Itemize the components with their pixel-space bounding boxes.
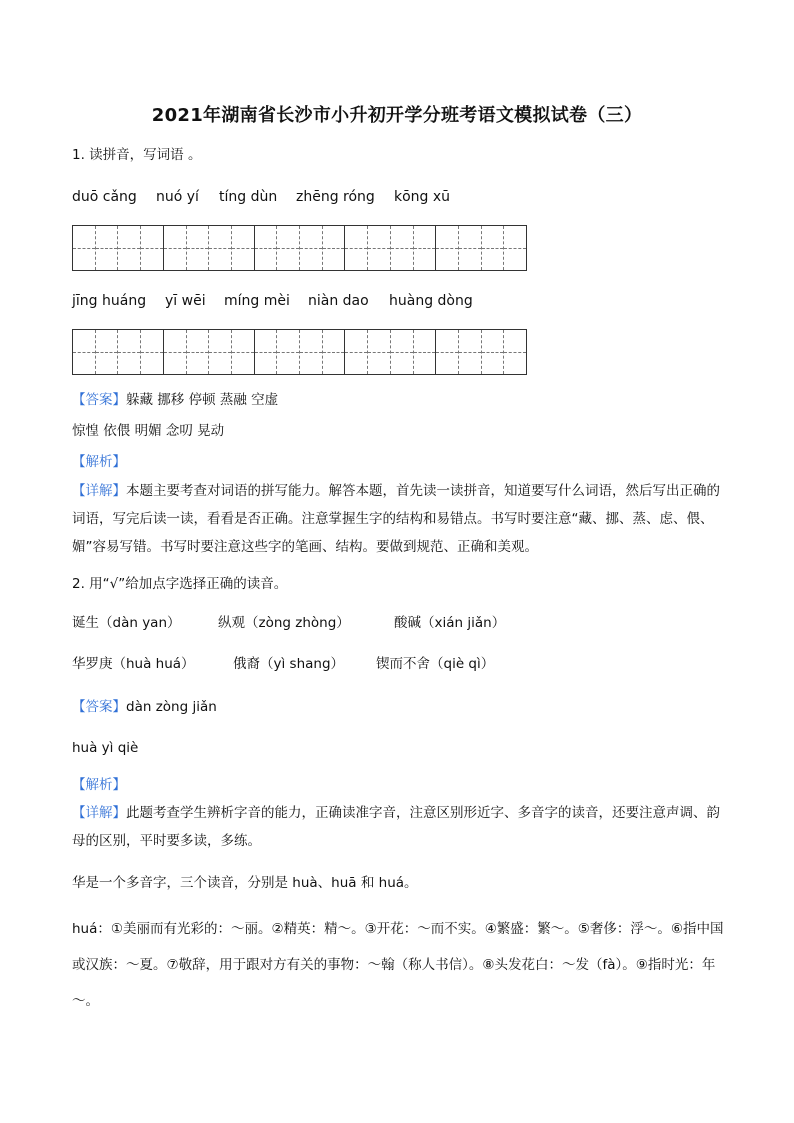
pinyin-2-4: niàn dao [308, 293, 369, 309]
word-box[interactable] [73, 226, 163, 270]
question-2-stem: 2. 用“√”给加点字选择正确的读音。 [72, 576, 288, 592]
detail-tag: 【详解】 [72, 483, 126, 499]
q2-note-1: 华是一个多音字，三个读音，分别是 huà、huā 和 huá。 [72, 875, 418, 891]
analysis-tag: 【解析】 [72, 777, 126, 793]
pinyin-2-2: yī wēi [165, 293, 206, 309]
writing-grid-1[interactable] [72, 225, 527, 271]
q2-answer-line-2: huà yì qiè [72, 740, 139, 756]
pinyin-2-1: jīng huáng [72, 293, 147, 309]
pinyin-1-4: zhēng róng [296, 189, 375, 205]
word-box[interactable] [163, 226, 254, 270]
detail-text: 此题考查学生辨析字音的能力，正确读准字音，注意区别形近字、多音字的读音，还要注意声调、韵母的区别，平时要多读，多练。 [72, 805, 720, 849]
q2-note-2: huá：①美丽而有光彩的：～丽。②精英：精～。③开花：～而不实。④繁盛：繁～。⑤奢侈：浮～。⑥指中国或汉族：～夏。⑦敬辞，用于跟对方有关的事物：～翰（称人书信）。⑧头发花白：～发（fà）。⑨指时光：年～。 [72, 921, 724, 1009]
q2-item-6: 锲而不舍（qiè qì） [376, 656, 495, 672]
pinyin-2-3: míng mèi [224, 293, 290, 309]
answer-text: dàn zòng jiǎn [126, 699, 217, 715]
answer-text: 躲藏 挪移 停顿 蒸融 空虚 [126, 392, 279, 408]
q2-answer-line-1 [72, 697, 217, 717]
word-box[interactable] [344, 330, 435, 374]
pinyin-1-5: kōng xū [394, 189, 451, 205]
writing-grid-2[interactable] [72, 329, 527, 375]
page-title: 2021年湖南省长沙市小升初开学分班考语文模拟试卷（三） [151, 105, 643, 126]
word-box[interactable] [254, 226, 345, 270]
analysis-tag: 【解析】 [72, 454, 126, 470]
question-1-stem: 1. 读拼音，写词语 。 [72, 147, 202, 163]
q1-answer-line-2: 惊惶 依偎 明媚 念叨 晃动 [72, 423, 225, 439]
q2-item-3: 酸碱（xián jiǎn） [394, 615, 506, 631]
word-box[interactable] [163, 330, 254, 374]
detail-text: 本题主要考查对词语的拼写能力。解答本题，首先读一读拼音，知道要写什么词语，然后写出正确的词语，写完后读一读，看看是否正确。注意掌握生字的结构和易错点。书写时要注意“藏、挪、蒸、虑、偎、媚”容易写错。书写时要注意这些字的笔画、结构。要做到规范、正确和美观。 [72, 483, 720, 555]
pinyin-1-2: nuó yí [156, 189, 199, 205]
pinyin-2-5: huàng dòng [389, 293, 473, 309]
q2-item-2: 纵观（zòng zhòng） [218, 615, 350, 631]
q2-detail-paragraph [72, 799, 724, 855]
q2-item-1: 诞生（dàn yan） [72, 615, 181, 631]
word-box[interactable] [254, 330, 345, 374]
q2-item-4: 华罗庚（huà huá） [72, 656, 195, 672]
pinyin-1-1: duō cǎng [72, 189, 137, 205]
q2-item-5: 俄裔（yì shang） [233, 656, 345, 672]
q1-detail-paragraph [72, 477, 724, 561]
word-box[interactable] [344, 226, 435, 270]
word-box[interactable] [73, 330, 163, 374]
pinyin-1-3: tíng dùn [219, 189, 278, 205]
answer-tag: 【答案】 [72, 699, 126, 715]
word-box[interactable] [435, 330, 526, 374]
answer-tag: 【答案】 [72, 392, 126, 408]
word-box[interactable] [435, 226, 526, 270]
detail-tag: 【详解】 [72, 805, 126, 821]
q1-answer-line-1 [72, 390, 278, 410]
